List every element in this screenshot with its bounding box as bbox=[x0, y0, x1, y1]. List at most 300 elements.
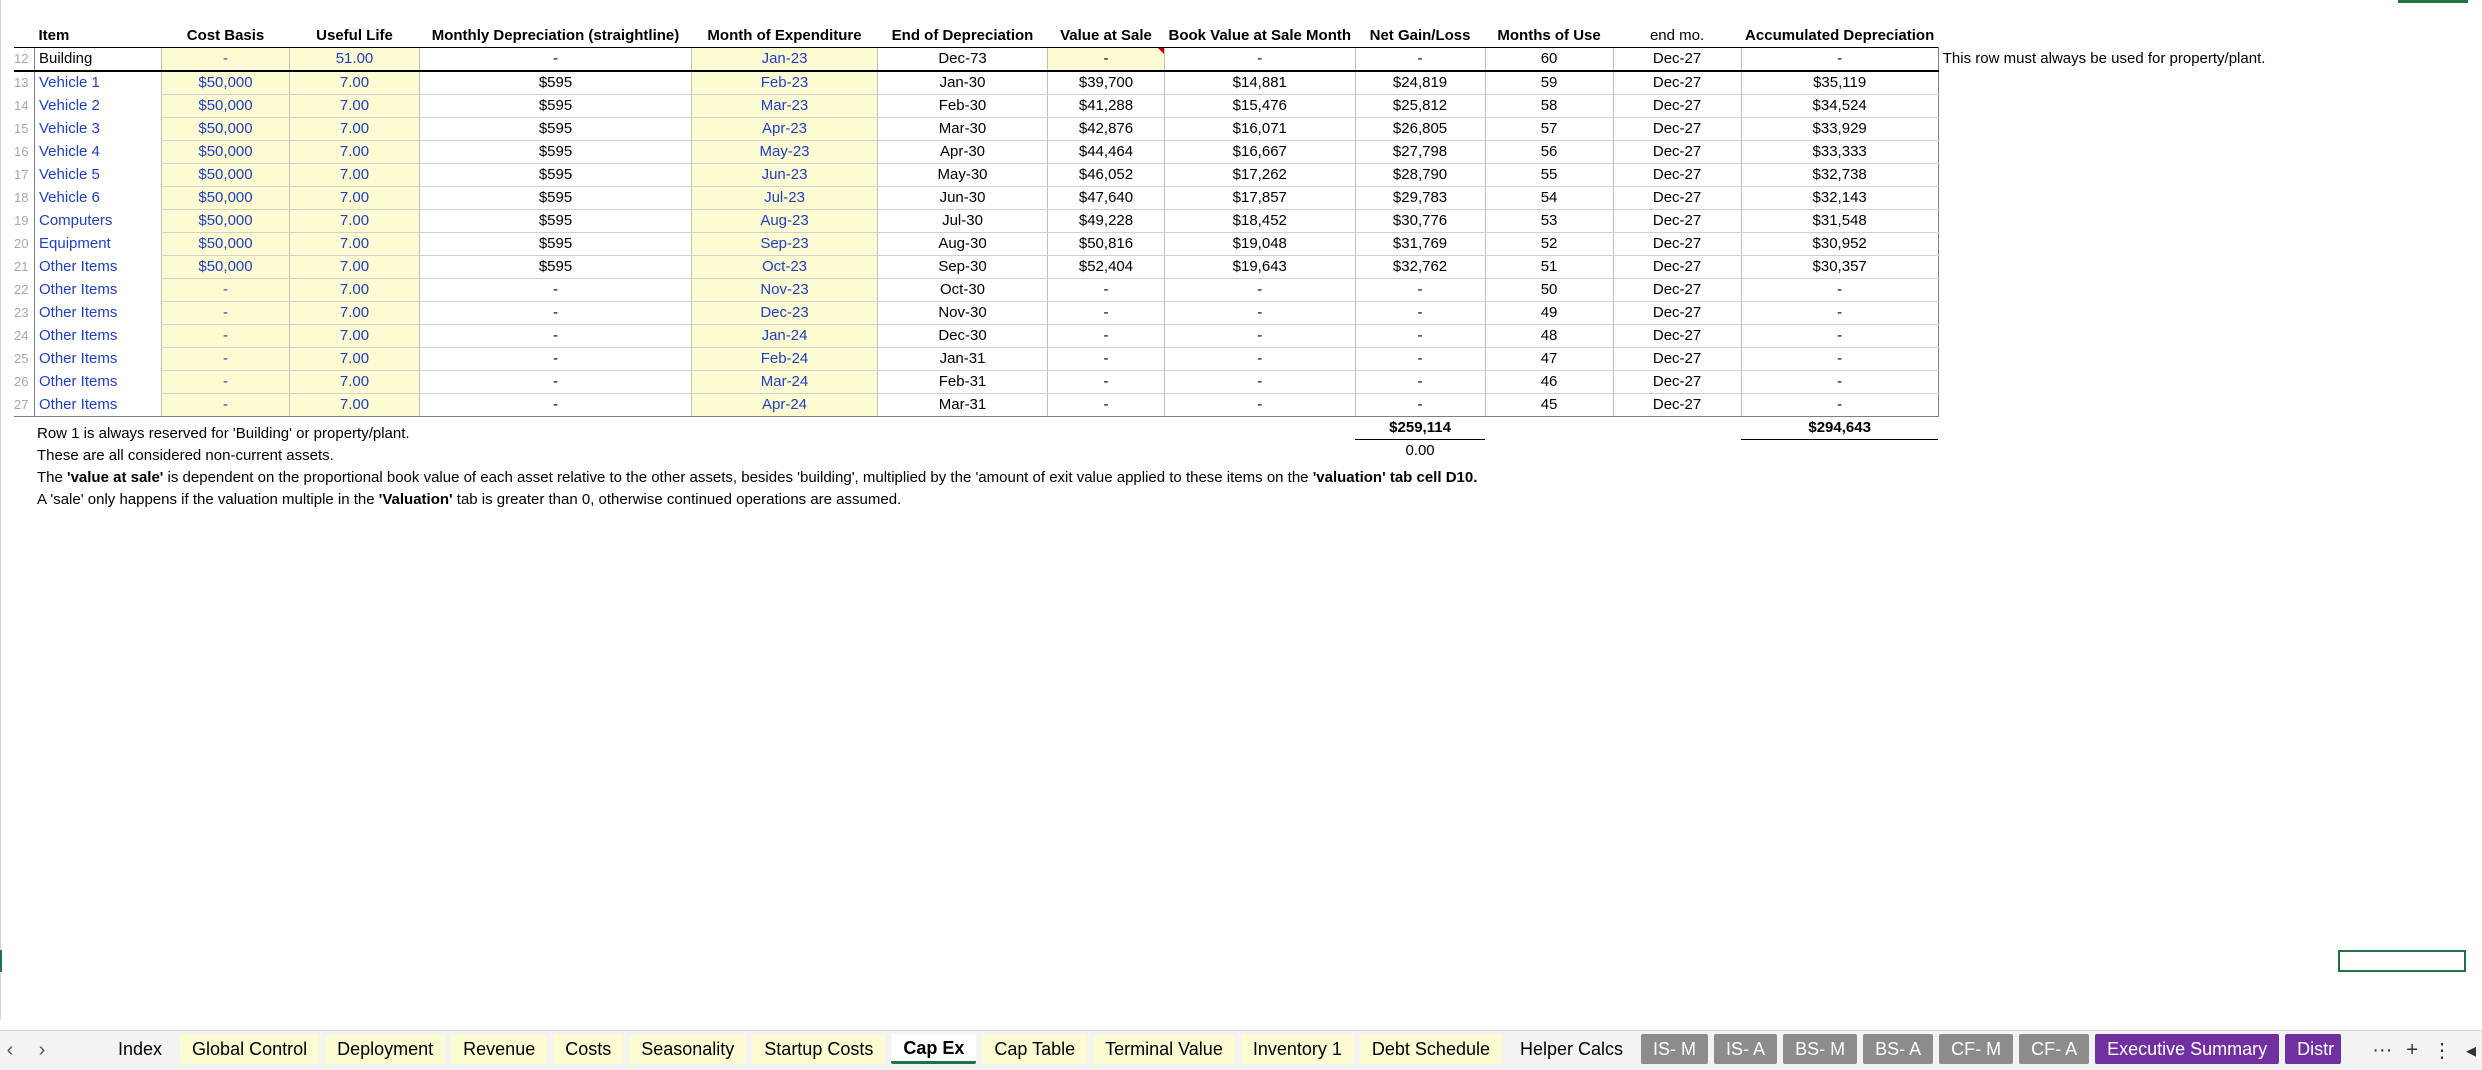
table-cell[interactable]: Equipment bbox=[35, 233, 162, 256]
table-cell[interactable]: Dec-27 bbox=[1613, 233, 1741, 256]
table-cell[interactable]: $50,816 bbox=[1048, 233, 1165, 256]
table-cell[interactable]: - bbox=[162, 394, 290, 417]
row-note bbox=[1938, 371, 2298, 394]
row-number[interactable]: 21 bbox=[14, 259, 29, 274]
row-number[interactable]: 16 bbox=[14, 144, 29, 159]
table-cell[interactable]: Aug-23 bbox=[692, 210, 878, 233]
horizontal-scroll-icon[interactable]: ◂ bbox=[2465, 1040, 2476, 1062]
table-cell[interactable]: Dec-27 bbox=[1613, 256, 1741, 279]
table-cell[interactable]: $30,952 bbox=[1741, 233, 1938, 256]
row-number[interactable]: 12 bbox=[14, 48, 35, 72]
row-note: This row must always be used for property/plant. bbox=[1942, 50, 2266, 68]
table-cell[interactable]: - bbox=[1048, 371, 1165, 394]
more-sheets-icon[interactable]: ··· bbox=[2372, 1039, 2393, 1061]
table-cell[interactable]: $50,000 bbox=[162, 210, 290, 233]
sheet-tab[interactable]: IS- A bbox=[1714, 1034, 1777, 1064]
table-cell[interactable]: Dec-27 bbox=[1613, 48, 1741, 72]
table-cell[interactable]: - bbox=[420, 371, 692, 394]
table-cell[interactable]: 7.00 bbox=[290, 325, 420, 348]
row-number[interactable]: 13 bbox=[14, 75, 29, 91]
table-cell[interactable]: $595 bbox=[420, 210, 692, 233]
column-header[interactable]: Useful Life bbox=[316, 27, 393, 44]
table-cell[interactable]: 50 bbox=[1485, 279, 1613, 302]
table-cell[interactable]: - bbox=[420, 302, 692, 325]
sheet-tabs bbox=[106, 1034, 2341, 1066]
table-cell[interactable]: Aug-30 bbox=[878, 233, 1048, 256]
table-cell[interactable]: 7.00 bbox=[290, 233, 420, 256]
table-cell[interactable]: Mar-31 bbox=[878, 394, 1048, 417]
table-cell[interactable]: $28,790 bbox=[1355, 164, 1485, 187]
empty-cell bbox=[1938, 25, 2298, 48]
table-cell[interactable]: $595 bbox=[420, 256, 692, 279]
row-number[interactable]: 23 bbox=[14, 305, 29, 320]
sheet-tab[interactable]: Cap Table bbox=[982, 1034, 1087, 1064]
table-cell[interactable]: 46 bbox=[1485, 371, 1613, 394]
table-cell[interactable]: $17,262 bbox=[1165, 164, 1356, 187]
table-cell[interactable]: - bbox=[1048, 302, 1165, 325]
table-cell[interactable]: $19,048 bbox=[1165, 233, 1356, 256]
sheet-tab[interactable]: Seasonality bbox=[629, 1034, 746, 1064]
table-cell[interactable]: 7.00 bbox=[290, 371, 420, 394]
table-cell[interactable]: - bbox=[1048, 325, 1165, 348]
table-row bbox=[14, 118, 2298, 141]
row-selection-marker bbox=[0, 950, 2, 972]
table-cell[interactable]: 60 bbox=[1485, 48, 1613, 72]
table-cell[interactable]: - bbox=[1741, 279, 1938, 302]
table-cell[interactable]: $41,288 bbox=[1048, 95, 1165, 118]
table-cell[interactable]: $46,052 bbox=[1048, 164, 1165, 187]
sheet-tab[interactable]: Startup Costs bbox=[752, 1034, 885, 1064]
table-cell[interactable]: Other Items bbox=[35, 279, 162, 302]
table-cell[interactable]: $595 bbox=[420, 233, 692, 256]
table-cell[interactable]: $29,783 bbox=[1355, 187, 1485, 210]
add-sheet-icon[interactable]: + bbox=[2406, 1039, 2418, 1061]
row-note bbox=[1938, 164, 2298, 187]
table-cell[interactable]: Feb-23 bbox=[692, 71, 878, 95]
table-cell[interactable]: $50,000 bbox=[162, 187, 290, 210]
table-cell[interactable]: 45 bbox=[1485, 394, 1613, 417]
row-number[interactable]: 22 bbox=[14, 282, 29, 297]
table-cell[interactable]: $34,524 bbox=[1741, 95, 1938, 118]
table-cell[interactable]: $595 bbox=[420, 95, 692, 118]
table-cell[interactable]: - bbox=[1165, 371, 1356, 394]
table-cell[interactable]: Jan-24 bbox=[692, 325, 878, 348]
sheet-tab[interactable]: Costs bbox=[553, 1034, 623, 1064]
table-cell[interactable]: $50,000 bbox=[162, 164, 290, 187]
table-cell[interactable]: - bbox=[1741, 48, 1938, 72]
row-number[interactable]: 14 bbox=[14, 98, 29, 113]
table-cell[interactable]: $52,404 bbox=[1048, 256, 1165, 279]
table-cell[interactable]: Nov-23 bbox=[692, 279, 878, 302]
row-note bbox=[1938, 233, 2298, 256]
table-row bbox=[14, 187, 2298, 210]
tab-bar-controls bbox=[2372, 1031, 2482, 1070]
note-line-4: A 'sale' only happens if the valuation multiple in the 'Valuation' tab is greater than 0, otherwise continued operations are assumed. bbox=[37, 491, 902, 508]
row-number[interactable]: 15 bbox=[14, 121, 29, 136]
table-cell[interactable]: $39,700 bbox=[1048, 71, 1165, 95]
sheet-options-icon[interactable]: ⋮ bbox=[2431, 1040, 2452, 1062]
table-cell[interactable]: Dec-27 bbox=[1613, 325, 1741, 348]
table-cell[interactable]: 7.00 bbox=[290, 118, 420, 141]
tab-scroll-left-icon[interactable]: ‹ bbox=[6, 1039, 14, 1061]
table-cell[interactable]: 52 bbox=[1485, 233, 1613, 256]
table-cell[interactable]: Dec-27 bbox=[1613, 164, 1741, 187]
table-cell[interactable]: Dec-27 bbox=[1613, 71, 1741, 95]
table-cell[interactable]: - bbox=[1355, 302, 1485, 325]
table-cell[interactable]: Dec-27 bbox=[1613, 302, 1741, 325]
table-cell[interactable]: 7.00 bbox=[290, 302, 420, 325]
table-cell[interactable]: Dec-30 bbox=[878, 325, 1048, 348]
table-cell[interactable]: 47 bbox=[1485, 348, 1613, 371]
table-row bbox=[14, 48, 2298, 72]
table-cell[interactable]: Dec-27 bbox=[1613, 371, 1741, 394]
table-cell[interactable]: - bbox=[162, 302, 290, 325]
row-note bbox=[1938, 210, 2298, 233]
table-cell[interactable]: - bbox=[162, 279, 290, 302]
table-cell[interactable]: $18,452 bbox=[1165, 210, 1356, 233]
sheet-tab[interactable]: BS- M bbox=[1783, 1034, 1857, 1064]
table-cell[interactable]: 53 bbox=[1485, 210, 1613, 233]
table-cell[interactable]: Dec-27 bbox=[1613, 394, 1741, 417]
table-cell[interactable]: 7.00 bbox=[290, 279, 420, 302]
empty-cell bbox=[1741, 440, 1938, 463]
table-row bbox=[14, 95, 2298, 118]
table-cell[interactable]: $33,929 bbox=[1741, 118, 1938, 141]
table-cell[interactable]: $16,667 bbox=[1165, 141, 1356, 164]
table-cell[interactable]: $32,762 bbox=[1355, 256, 1485, 279]
table-cell[interactable]: - bbox=[1741, 394, 1938, 417]
table-cell[interactable]: $595 bbox=[420, 141, 692, 164]
row-number[interactable]: 17 bbox=[14, 167, 29, 182]
sheet-tab[interactable]: CF- M bbox=[1939, 1034, 2013, 1064]
row-note bbox=[1938, 394, 2298, 417]
table-cell[interactable]: Vehicle 2 bbox=[35, 95, 162, 118]
table-cell[interactable]: - bbox=[1048, 394, 1165, 417]
table-cell[interactable]: Jan-30 bbox=[878, 71, 1048, 95]
row-note bbox=[1938, 141, 2298, 164]
table-cell[interactable]: Oct-30 bbox=[878, 279, 1048, 302]
table-cell[interactable]: Other Items bbox=[35, 256, 162, 279]
table-cell[interactable]: Feb-30 bbox=[878, 95, 1048, 118]
table-cell[interactable]: - bbox=[1355, 48, 1485, 72]
table-cell[interactable]: - bbox=[1355, 279, 1485, 302]
table-cell[interactable]: 54 bbox=[1485, 187, 1613, 210]
table-cell[interactable]: May-30 bbox=[878, 164, 1048, 187]
sheet-tab[interactable]: BS- A bbox=[1863, 1034, 1933, 1064]
table-cell[interactable]: Dec-27 bbox=[1613, 210, 1741, 233]
table-cell[interactable]: 7.00 bbox=[290, 71, 420, 95]
note-line-1: Row 1 is always reserved for 'Building' or property/plant. bbox=[37, 425, 410, 442]
table-row bbox=[14, 302, 2298, 325]
sheet-tab[interactable]: Inventory 1 bbox=[1241, 1034, 1354, 1064]
table-cell[interactable]: Dec-23 bbox=[692, 302, 878, 325]
table-cell[interactable]: - bbox=[162, 325, 290, 348]
table-cell[interactable]: Vehicle 5 bbox=[35, 164, 162, 187]
table-cell[interactable]: $31,769 bbox=[1355, 233, 1485, 256]
table-cell[interactable]: - bbox=[1048, 279, 1165, 302]
table-cell[interactable]: Oct-23 bbox=[692, 256, 878, 279]
table-cell[interactable]: Dec-27 bbox=[1613, 141, 1741, 164]
table-cell[interactable]: $25,812 bbox=[1355, 95, 1485, 118]
table-cell[interactable]: $33,333 bbox=[1741, 141, 1938, 164]
net-gain-loss-check[interactable]: 0.00 bbox=[1405, 442, 1435, 459]
table-cell[interactable]: $26,805 bbox=[1355, 118, 1485, 141]
table-cell[interactable]: $47,640 bbox=[1048, 187, 1165, 210]
table-cell[interactable]: - bbox=[1165, 48, 1356, 72]
table-cell[interactable]: $50,000 bbox=[162, 141, 290, 164]
table-cell[interactable]: Mar-23 bbox=[692, 95, 878, 118]
sheet-tab[interactable]: Index bbox=[106, 1034, 174, 1064]
table-cell[interactable]: Jun-30 bbox=[878, 187, 1048, 210]
table-cell[interactable]: 58 bbox=[1485, 95, 1613, 118]
column-header[interactable]: Accumulated Depreciation bbox=[1745, 27, 1935, 44]
row-note bbox=[1938, 279, 2298, 302]
table-cell[interactable]: $27,798 bbox=[1355, 141, 1485, 164]
table-cell[interactable]: 7.00 bbox=[290, 394, 420, 417]
empty-cell bbox=[14, 417, 35, 440]
table-cell[interactable]: Jul-30 bbox=[878, 210, 1048, 233]
table-cell[interactable]: Jan-23 bbox=[692, 48, 878, 72]
table-cell[interactable]: 7.00 bbox=[290, 256, 420, 279]
table-cell[interactable]: - bbox=[1048, 348, 1165, 371]
table-cell[interactable]: Other Items bbox=[35, 394, 162, 417]
table-cell[interactable]: Other Items bbox=[35, 325, 162, 348]
table-cell[interactable]: Feb-31 bbox=[878, 371, 1048, 394]
row-number[interactable]: 27 bbox=[14, 394, 35, 417]
row-note bbox=[1938, 348, 2298, 371]
table-cell[interactable]: $50,000 bbox=[162, 233, 290, 256]
table-cell[interactable]: 48 bbox=[1485, 325, 1613, 348]
table-cell[interactable]: Jan-31 bbox=[878, 348, 1048, 371]
table-cell[interactable]: Mar-24 bbox=[692, 371, 878, 394]
table-cell[interactable]: Jun-23 bbox=[692, 164, 878, 187]
column-header[interactable]: Book Value at Sale Month bbox=[1168, 27, 1352, 44]
table-cell[interactable]: Sep-30 bbox=[878, 256, 1048, 279]
empty-cell bbox=[1613, 417, 1741, 440]
table-cell[interactable]: - bbox=[420, 279, 692, 302]
table-cell[interactable]: Sep-23 bbox=[692, 233, 878, 256]
accumulated-depreciation-total[interactable]: $294,643 bbox=[1741, 417, 1938, 440]
table-cell[interactable]: Vehicle 4 bbox=[35, 141, 162, 164]
row-number[interactable]: 19 bbox=[14, 213, 29, 228]
table-cell[interactable]: Other Items bbox=[35, 348, 162, 371]
table-cell[interactable]: Dec-27 bbox=[1613, 348, 1741, 371]
table-cell[interactable]: 7.00 bbox=[290, 348, 420, 371]
table-cell[interactable]: - bbox=[1165, 394, 1356, 417]
table-cell[interactable]: - bbox=[1165, 302, 1356, 325]
table-cell[interactable]: $595 bbox=[420, 71, 692, 95]
table-cell[interactable]: Vehicle 6 bbox=[35, 187, 162, 210]
table-cell[interactable]: - bbox=[420, 48, 692, 72]
column-header[interactable]: Item bbox=[38, 27, 70, 44]
table-cell[interactable]: - bbox=[1741, 302, 1938, 325]
sheet-tab[interactable]: Revenue bbox=[451, 1034, 547, 1064]
table-cell[interactable]: - bbox=[420, 325, 692, 348]
table-cell[interactable]: May-23 bbox=[692, 141, 878, 164]
empty-cell bbox=[1938, 417, 2298, 440]
row-number[interactable]: 24 bbox=[14, 328, 29, 343]
table-cell[interactable]: 59 bbox=[1485, 71, 1613, 95]
row-number[interactable]: 25 bbox=[14, 351, 29, 366]
grid-left-edge bbox=[0, 0, 1, 1020]
sheet-tab[interactable]: Cap Ex bbox=[891, 1034, 976, 1064]
empty-cell bbox=[14, 440, 35, 463]
table-cell[interactable]: $17,857 bbox=[1165, 187, 1356, 210]
table-cell[interactable]: 55 bbox=[1485, 164, 1613, 187]
table-cell[interactable]: $44,464 bbox=[1048, 141, 1165, 164]
sheet-tab[interactable]: CF- A bbox=[2019, 1034, 2089, 1064]
table-row bbox=[14, 210, 2298, 233]
table-cell[interactable]: Building bbox=[35, 48, 162, 72]
capex-table bbox=[14, 25, 2298, 462]
sheet-tab[interactable]: Terminal Value bbox=[1093, 1034, 1235, 1064]
table-cell[interactable]: $19,643 bbox=[1165, 256, 1356, 279]
table-cell[interactable]: - bbox=[1741, 348, 1938, 371]
table-cell[interactable]: $15,476 bbox=[1165, 95, 1356, 118]
table-cell[interactable]: - bbox=[1741, 371, 1938, 394]
row-number[interactable]: 20 bbox=[14, 236, 29, 251]
table-cell[interactable]: Dec-27 bbox=[1613, 187, 1741, 210]
table-cell[interactable]: - bbox=[1355, 348, 1485, 371]
table-cell[interactable]: - bbox=[162, 348, 290, 371]
table-cell[interactable]: - bbox=[162, 371, 290, 394]
table-row bbox=[14, 71, 2298, 95]
table-cell[interactable]: 7.00 bbox=[290, 187, 420, 210]
sheet-tab[interactable]: IS- M bbox=[1641, 1034, 1708, 1064]
table-cell[interactable]: Computers bbox=[35, 210, 162, 233]
table-cell[interactable]: - bbox=[420, 394, 692, 417]
table-cell[interactable]: Dec-27 bbox=[1613, 118, 1741, 141]
table-row bbox=[14, 256, 2298, 279]
table-cell[interactable]: Nov-30 bbox=[878, 302, 1048, 325]
table-cell[interactable]: Jul-23 bbox=[692, 187, 878, 210]
table-cell[interactable]: Other Items bbox=[35, 371, 162, 394]
table-cell[interactable]: - bbox=[1165, 325, 1356, 348]
table-row bbox=[14, 348, 2298, 371]
empty-cell bbox=[1938, 440, 2298, 463]
empty-cell bbox=[1613, 440, 1741, 463]
table-cell[interactable]: $595 bbox=[420, 164, 692, 187]
column-header[interactable]: end mo. bbox=[1649, 27, 1705, 44]
sheet-tab[interactable]: Deployment bbox=[325, 1034, 445, 1064]
sheet-tab[interactable]: Helper Calcs bbox=[1508, 1034, 1635, 1064]
column-header[interactable]: End of Depreciation bbox=[891, 27, 1034, 44]
table-cell[interactable]: 51.00 bbox=[290, 48, 420, 72]
table-cell[interactable]: $32,738 bbox=[1741, 164, 1938, 187]
table-cell[interactable]: $16,071 bbox=[1165, 118, 1356, 141]
table-cell[interactable]: $50,000 bbox=[162, 71, 290, 95]
table-cell[interactable]: - bbox=[1048, 48, 1165, 72]
table-cell[interactable]: $595 bbox=[420, 187, 692, 210]
table-cell[interactable]: $35,119 bbox=[1741, 71, 1938, 95]
table-cell[interactable]: Dec-27 bbox=[1613, 95, 1741, 118]
table-cell[interactable]: Feb-24 bbox=[692, 348, 878, 371]
column-header[interactable]: Net Gain/Loss bbox=[1369, 27, 1471, 44]
table-cell[interactable]: $50,000 bbox=[162, 256, 290, 279]
row-number[interactable]: 26 bbox=[14, 374, 29, 389]
table-cell[interactable]: - bbox=[1741, 325, 1938, 348]
table-cell[interactable]: Mar-30 bbox=[878, 118, 1048, 141]
table-cell[interactable]: $49,228 bbox=[1048, 210, 1165, 233]
table-cell[interactable]: - bbox=[420, 348, 692, 371]
table-cell[interactable]: 51 bbox=[1485, 256, 1613, 279]
table-cell[interactable]: - bbox=[1355, 325, 1485, 348]
sheet-tab[interactable]: Global Control bbox=[180, 1034, 319, 1064]
table-cell[interactable]: $32,143 bbox=[1741, 187, 1938, 210]
table-cell[interactable]: $42,876 bbox=[1048, 118, 1165, 141]
table-cell[interactable]: $14,881 bbox=[1165, 71, 1356, 95]
sheet-tab[interactable]: Distr bbox=[2285, 1034, 2341, 1064]
column-header[interactable]: Cost Basis bbox=[186, 27, 265, 44]
column-header[interactable]: Value at Sale bbox=[1060, 27, 1152, 44]
table-cell[interactable]: 57 bbox=[1485, 118, 1613, 141]
table-cell[interactable]: 49 bbox=[1485, 302, 1613, 325]
table-row bbox=[14, 233, 2298, 256]
table-cell[interactable]: $24,819 bbox=[1355, 71, 1485, 95]
selected-cell[interactable] bbox=[2338, 950, 2466, 972]
row-note bbox=[1938, 71, 2298, 95]
table-cell[interactable]: $30,776 bbox=[1355, 210, 1485, 233]
empty-cell bbox=[1485, 417, 1613, 440]
table-cell[interactable]: 7.00 bbox=[290, 95, 420, 118]
row-note bbox=[1938, 325, 2298, 348]
row-number[interactable]: 18 bbox=[14, 190, 29, 205]
table-cell[interactable]: Apr-23 bbox=[692, 118, 878, 141]
table-cell[interactable]: Apr-30 bbox=[878, 141, 1048, 164]
row-number bbox=[14, 25, 35, 48]
note-line-2: These are all considered non-current assets. bbox=[37, 447, 334, 464]
row-note bbox=[1938, 95, 2298, 118]
table-cell[interactable]: $50,000 bbox=[162, 118, 290, 141]
table-cell[interactable]: Dec-27 bbox=[1613, 279, 1741, 302]
table-cell[interactable]: Dec-73 bbox=[878, 48, 1048, 72]
table-row bbox=[14, 279, 2298, 302]
table-cell[interactable]: - bbox=[162, 48, 290, 72]
active-column-marker bbox=[2398, 0, 2468, 3]
table-cell[interactable]: $50,000 bbox=[162, 95, 290, 118]
table-row bbox=[14, 325, 2298, 348]
table-cell[interactable]: 7.00 bbox=[290, 164, 420, 187]
sheet-tab[interactable]: Executive Summary bbox=[2095, 1034, 2279, 1064]
table-cell[interactable]: Apr-24 bbox=[692, 394, 878, 417]
table-cell[interactable]: 7.00 bbox=[290, 141, 420, 164]
table-cell[interactable]: $31,548 bbox=[1741, 210, 1938, 233]
table-row bbox=[14, 371, 2298, 394]
net-gain-loss-total[interactable]: $259,114 bbox=[1355, 417, 1485, 440]
table-cell[interactable]: $595 bbox=[420, 118, 692, 141]
table-cell[interactable]: Vehicle 1 bbox=[35, 71, 162, 95]
table-row bbox=[14, 141, 2298, 164]
table-cell[interactable]: $30,357 bbox=[1741, 256, 1938, 279]
table-cell[interactable]: - bbox=[1165, 348, 1356, 371]
table-cell[interactable]: Vehicle 3 bbox=[35, 118, 162, 141]
table-row bbox=[14, 164, 2298, 187]
tab-scroll-right-icon[interactable]: › bbox=[38, 1039, 46, 1061]
sheet-tab-bar bbox=[0, 1030, 2482, 1070]
sheet-tab[interactable]: Debt Schedule bbox=[1360, 1034, 1502, 1064]
table-cell[interactable]: - bbox=[1355, 394, 1485, 417]
column-header[interactable]: Months of Use bbox=[1497, 27, 1601, 44]
table-cell[interactable]: Other Items bbox=[35, 302, 162, 325]
table-cell[interactable]: - bbox=[1165, 279, 1356, 302]
column-header[interactable]: Monthly Depreciation (straightline) bbox=[431, 27, 680, 44]
table-cell[interactable]: 7.00 bbox=[290, 210, 420, 233]
table-cell[interactable]: 56 bbox=[1485, 141, 1613, 164]
column-header[interactable]: Month of Expenditure bbox=[707, 27, 862, 44]
row-note bbox=[1938, 302, 2298, 325]
note-line-3: The 'value at sale' is dependent on the proportional book value of each asset relative to the other assets, besides 'building', multiplied by the 'amount of exit value applied to these items on the 'valuation' tab cell D10. bbox=[37, 469, 1478, 486]
table-cell[interactable]: - bbox=[1355, 371, 1485, 394]
